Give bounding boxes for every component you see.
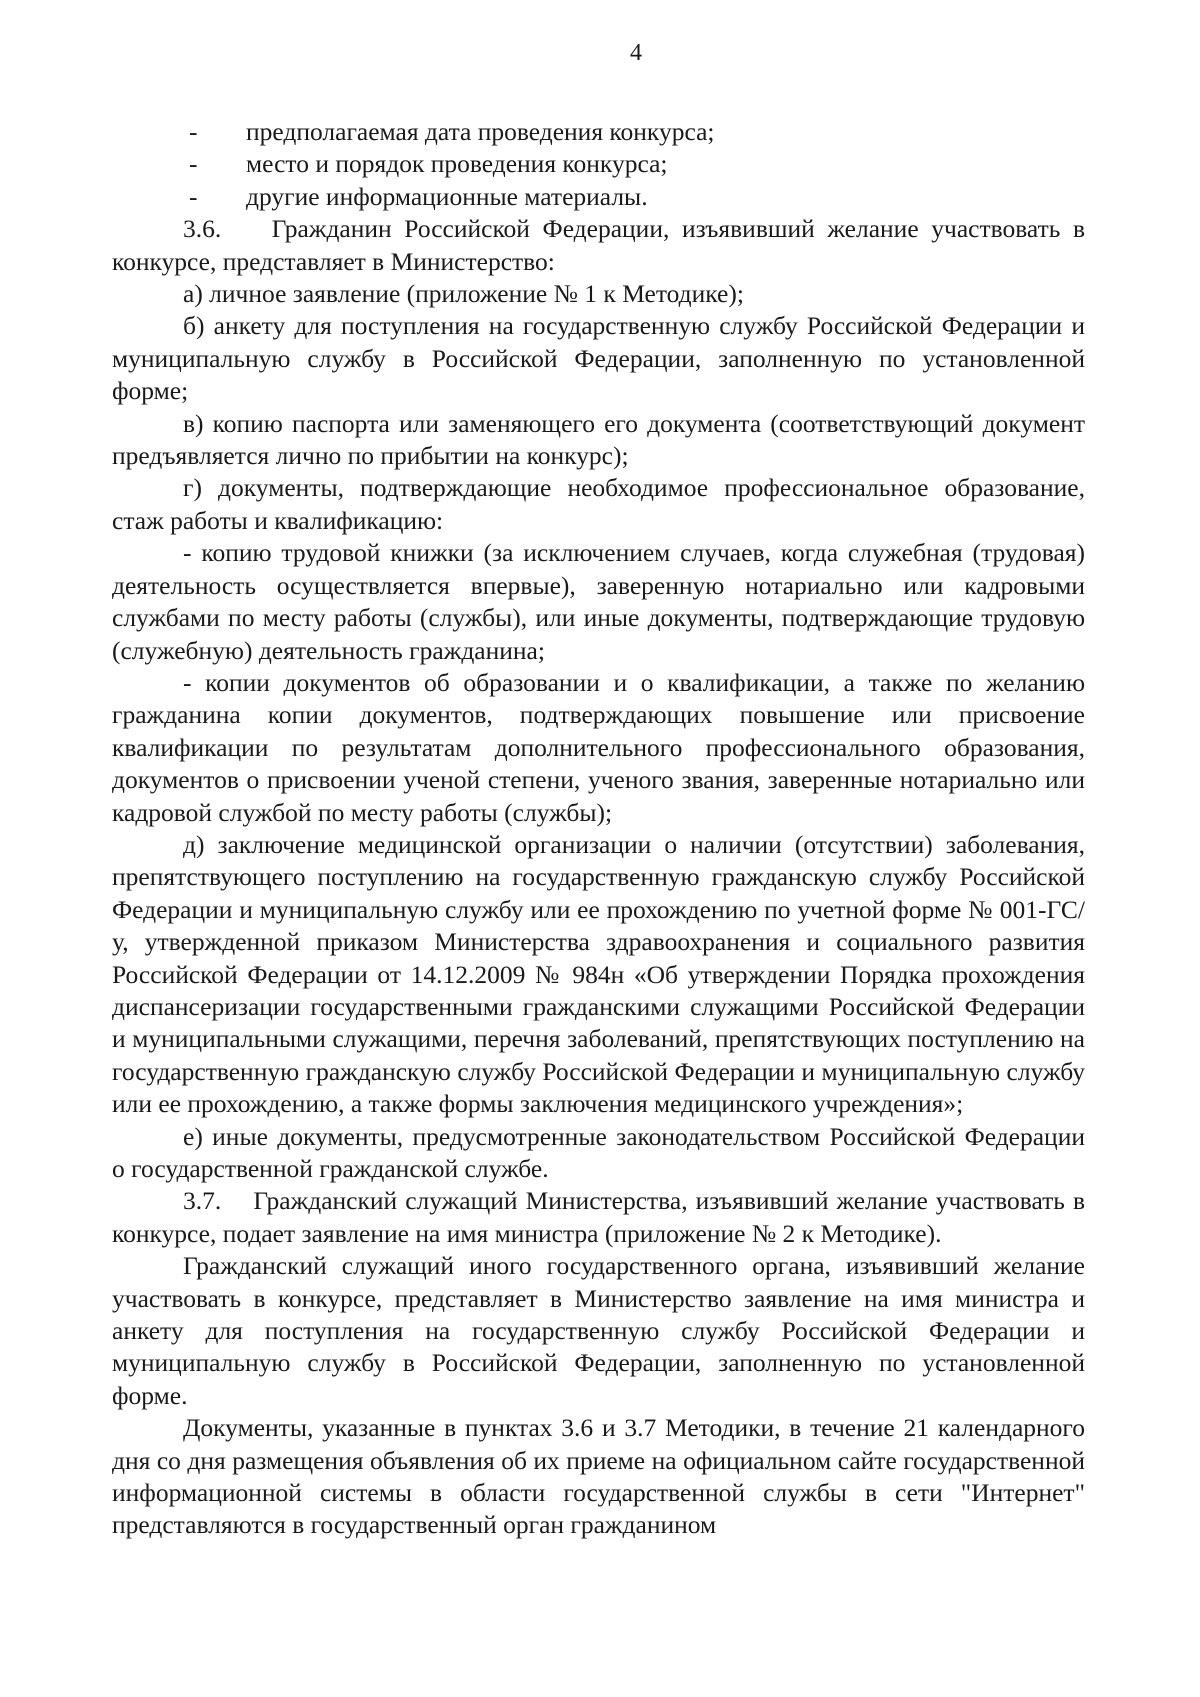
paragraph-item-g: г) документы, подтверждающие необходимое профессиональное образование, стаж работы и квалификацию:: [112, 473, 1085, 535]
paragraph-education-copies: - копии документов об образовании и о квалификации, а также по желанию гражданина копии документов, подтверждающих повышение или присвоение квалификации по результатам дополнительного профессионального образования, документов о присвоении ученой степени, ученого звания, заверенные нотариально или кадровой службой по месту работы (службы);: [112, 667, 1085, 827]
list-item-text: место и порядок проведения конкурса;: [246, 149, 668, 179]
paragraph-3-7: 3.7. Гражданский служащий Министерства, изъявивший желание участвовать в конкурсе, подает заявление на имя министра (приложение № 2 к Методике).: [112, 1186, 1092, 1248]
list-item: - другие информационные материалы.: [189, 181, 648, 211]
list-item: - место и порядок проведения конкурса;: [189, 149, 668, 179]
paragraph-other-body-servant: Гражданский служащий иного государственного органа, изъявивший желание участвовать в конкурсе, представляет в Министерство заявление на имя министра и анкету для поступления на государственную службу Российской Федерации и муниципальную службу в Российской Федерации, заполненную по установленной форме.: [112, 1251, 1085, 1410]
paragraph-item-d: д) заключение медицинской организации о наличии (отсутствии) заболевания, препятствующего поступлению на государственную гражданскую службу Российской Федерации и муниципальную службу или ее прохождению по учетной форме № 001-ГС/у, утвержденной приказом Министерства здравоохранения и социального развития Российской Федерации от 14.12.2009 № 984н «Об утверждении Порядка прохождения диспансеризации государственными гражданскими служащими Российской Федерации и муниципальными служащими, перечня заболеваний, препятствующих поступлению на государственную гражданскую службу Российской Федерации и муниципальную службу или ее прохождению, а также формы заключения медицинского учреждения»;: [112, 829, 1085, 1119]
paragraph-workbook-copy: - копию трудовой книжки (за исключением случаев, когда служебная (трудовая) деятельность осуществляется впервые), заверенную нотариально или кадровыми службами по месту работы (службы), или иные документы, подтверждающие трудовую (служебную) деятельность гражданина;: [112, 538, 1085, 665]
page-number: 4: [630, 40, 642, 66]
paragraph-documents-deadline: Документы, указанные в пунктах 3.6 и 3.7 Методики, в течение 21 календарного дня со дня размещения объявления об их приеме на официальном сайте государственной информационной системы в области государственной службы в сети "Интернет" представляются в государственный орган гражданином: [112, 1413, 1085, 1540]
list-item-text: предполагаемая дата проведения конкурса;: [246, 117, 715, 146]
paragraph-item-b: б) анкету для поступления на государственную службу Российской Федерации и муниципальную службу в Российской Федерации, заполненную по установленной форме;: [112, 311, 1085, 406]
paragraph-item-e: е) иные документы, предусмотренные законодательством Российской Федерации о государственной гражданской службе.: [112, 1121, 1085, 1183]
list-item: - предполагаемая дата проведения конкурса;: [189, 117, 715, 146]
paragraph-3-6: 3.6. Гражданин Российской Федерации, изъявивший желание участвовать в конкурсе, представляет в Министерство:: [112, 214, 1092, 276]
list-item-text: другие информационные материалы.: [246, 181, 648, 211]
paragraph-item-v: в) копию паспорта или заменяющего его документа (соответствующий документ предъявляется лично по прибытии на конкурс);: [112, 408, 1085, 471]
document-body: [112, 116, 1092, 1542]
paragraph-item-a: а) личное заявление (приложение № 1 к Методике);: [183, 279, 744, 309]
